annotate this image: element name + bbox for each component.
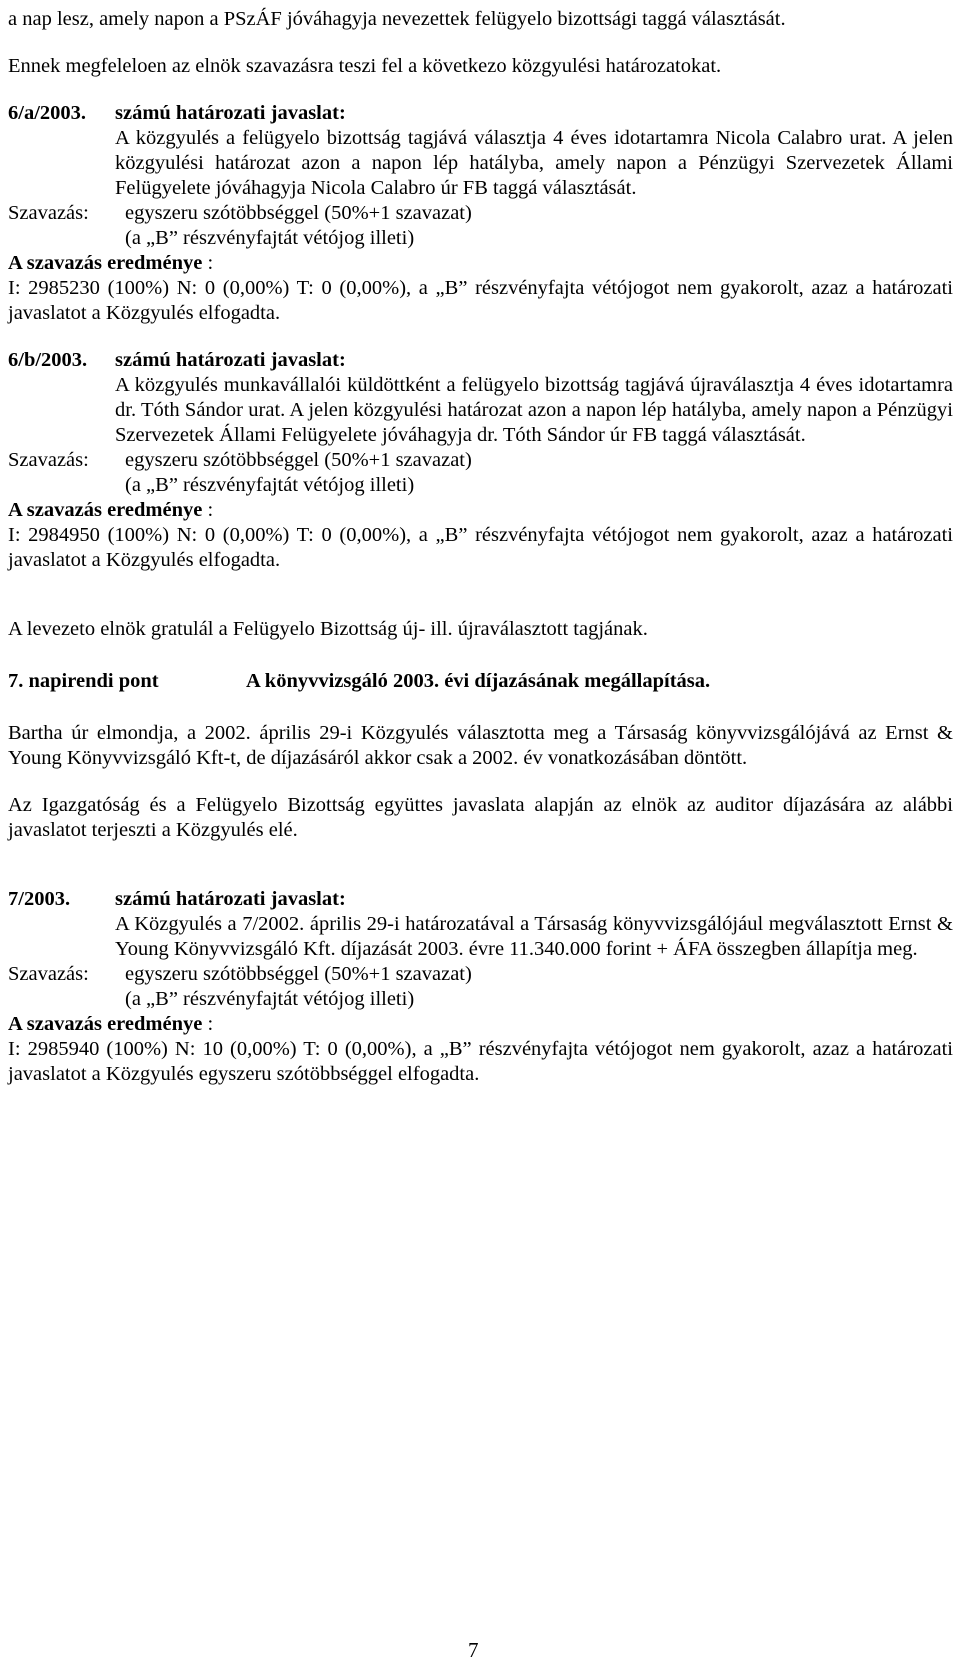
- result-label-colon: :: [202, 499, 214, 521]
- resolution-6a: [8, 101, 953, 326]
- agenda-paragraph: Az Igazgatóság és a Felügyelo Bizottság együttes javaslata alapján az elnök az auditor díjazására az alábbi javaslatot terjeszti a Közgyulés elé.: [8, 794, 953, 841]
- vote-method: egyszeru szótöbbséggel (50%+1 szavazat): [125, 202, 472, 224]
- resolution-6b: [8, 348, 953, 573]
- resolution-body: A közgyulés a felügyelo bizottság tagjává választja 4 éves idotartamra Nicola Calabro urat. A jelen közgyulési határozat azon a napon lép hatályba, amely napon a Pénzügyi Szervezetek Állami Felügyelete jóváhagyja Nicola Calabro úr FB taggá választását.: [115, 127, 953, 199]
- result-label-colon: :: [202, 1013, 214, 1035]
- result-label: [8, 498, 953, 523]
- vote-label: Szavazás:: [8, 449, 89, 471]
- intro-continuation: a nap lesz, amely napon a PSzÁF jóváhagyja nevezettek felügyelo bizottsági taggá választását.: [8, 8, 786, 30]
- resolution-heading: számú határozati javaslat:: [115, 349, 346, 371]
- result-label-colon: :: [202, 252, 214, 274]
- page-number: 7: [468, 1638, 479, 1662]
- result-label: [8, 251, 953, 276]
- resolution-number: 6/a/2003.: [8, 102, 87, 124]
- agenda-paragraph: Bartha úr elmondja, a 2002. április 29-i Közgyulés választotta meg a Társaság könyvvizsgálójává az Ernst & Young Könyvvizsgáló Kft-t, de díjazásáról akkor csak a 2002. év vonatkozásában döntött.: [8, 722, 953, 769]
- resolution-number: 6/b/2003.: [8, 349, 88, 371]
- agenda-heading: [8, 669, 953, 694]
- result-label-text: A szavazás eredménye: [8, 1013, 203, 1035]
- vote-result: I: 2985230 (100%) N: 0 (0,00%) T: 0 (0,00%), a „B” részvényfajta vétójogot nem gyakorolt, azaz a határozati javaslatot a Közgyulés elfogadta.: [8, 277, 953, 324]
- vote-label: Szavazás:: [8, 202, 89, 224]
- resolution-number: 7/2003.: [8, 888, 71, 910]
- veto-note: (a „B” részvényfajtát vétójog illeti): [125, 227, 415, 249]
- result-label-text: A szavazás eredménye: [8, 499, 203, 521]
- congratulation: A levezeto elnök gratulál a Felügyelo Bizottság új- ill. újraválasztott tagjának.: [8, 618, 648, 640]
- vote-result: I: 2984950 (100%) N: 0 (0,00%) T: 0 (0,00%), a „B” részvényfajta vétójogot nem gyakorolt, azaz a határozati javaslatot a Közgyulés elfogadta.: [8, 524, 953, 571]
- intro-announcement: Ennek megfeleloen az elnök szavazásra teszi fel a következo közgyulési határozatokat.: [8, 55, 722, 77]
- result-label-text: A szavazás eredménye: [8, 252, 203, 274]
- agenda-title: A könyvvizsgáló 2003. évi díjazásának megállapítása.: [246, 670, 711, 692]
- resolution-heading: számú határozati javaslat:: [115, 102, 346, 124]
- veto-note: (a „B” részvényfajtát vétójog illeti): [125, 474, 415, 496]
- agenda-item: 7. napirendi pont: [8, 670, 159, 692]
- veto-note: (a „B” részvényfajtát vétójog illeti): [125, 988, 415, 1010]
- resolution-heading: számú határozati javaslat:: [115, 888, 346, 910]
- resolution-7: [8, 887, 953, 1087]
- vote-method: egyszeru szótöbbséggel (50%+1 szavazat): [125, 449, 472, 471]
- vote-label: Szavazás:: [8, 963, 89, 985]
- resolution-body: A Közgyulés a 7/2002. április 29-i határozatával a Társaság könyvvizsgálójául megválasztott Ernst & Young Könyvvizsgáló Kft. díjazását 2003. évre 11.340.000 forint + ÁFA összegben állapítja meg.: [115, 913, 953, 960]
- result-label: [8, 1012, 953, 1037]
- vote-method: egyszeru szótöbbséggel (50%+1 szavazat): [125, 963, 472, 985]
- document-page: [8, 7, 953, 1087]
- vote-result: I: 2985940 (100%) N: 10 (0,00%) T: 0 (0,00%), a „B” részvényfajta vétójogot nem gyakorolt, azaz a határozati javaslatot a Közgyulés egyszeru szótöbbséggel elfogadta.: [8, 1038, 953, 1085]
- resolution-body: A közgyulés munkavállalói küldöttként a felügyelo bizottság tagjává újraválasztja 4 éves idotartamra dr. Tóth Sándor urat. A jelen közgyulési határozat azon a napon lép hatályba, amely napon a Pénzügyi Szervezetek Állami Felügyelete jóváhagyja dr. Tóth Sándor úr FB taggá választását.: [115, 374, 953, 446]
